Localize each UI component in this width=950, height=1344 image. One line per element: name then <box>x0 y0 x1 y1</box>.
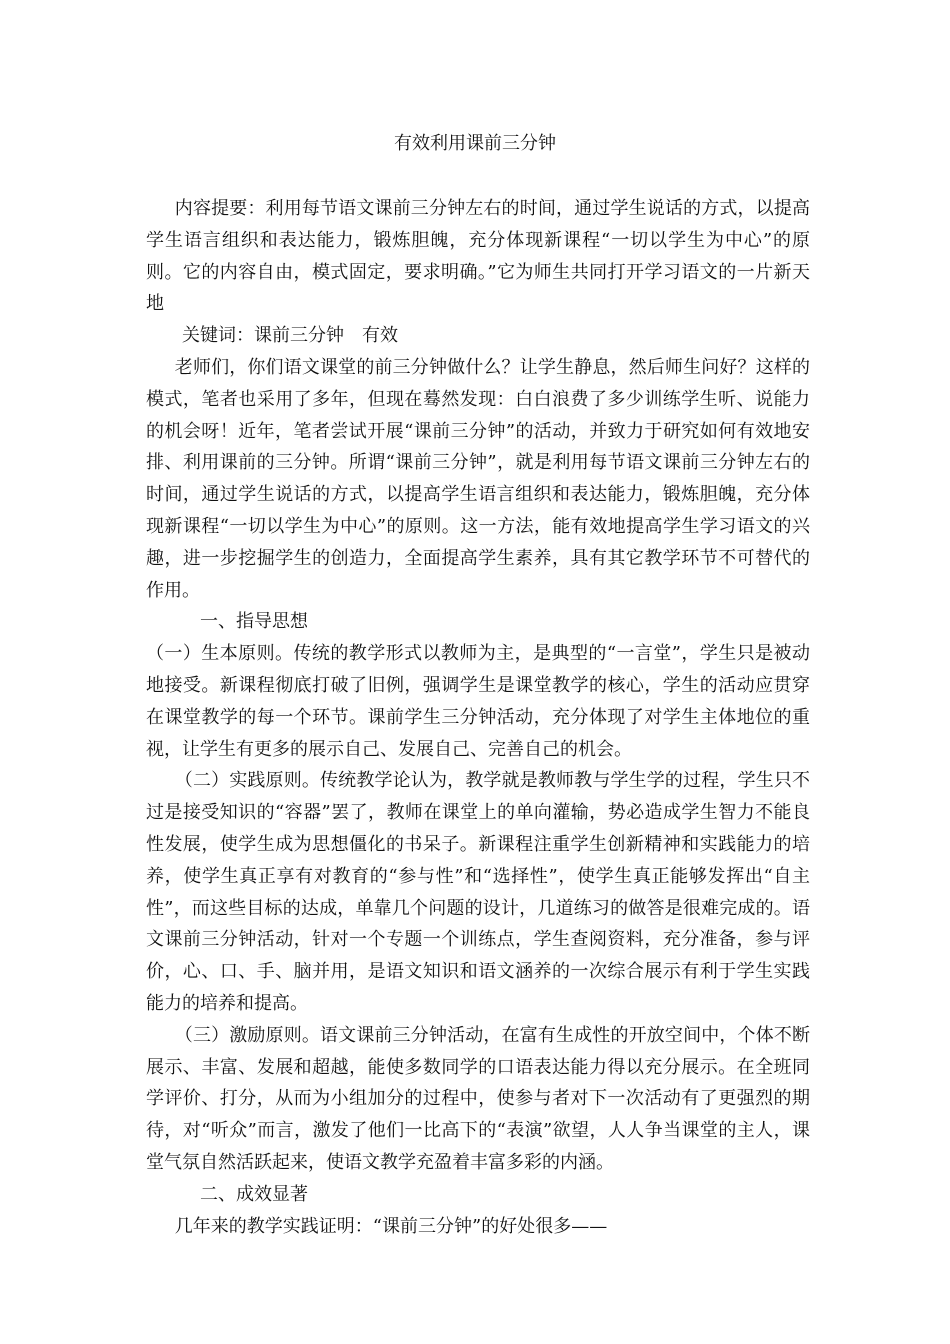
keywords-line: 关键词：课前三分钟 有效 <box>182 325 398 347</box>
document-title: 有效利用课前三分钟 <box>394 133 556 154</box>
abstract-paragraph: 内容提要：利用每节语文课前三分钟左右的时间，通过学生说话的方式，以提高学生语言组织和表达能力，锻炼胆魄，充分体现新课程“一切以学生为中心”的原则。它的内容自由，模式固定，要求明确。”它为师生共同打开学习语文的一片新天地 <box>146 198 810 315</box>
results-intro-paragraph: 几年来的教学实践证明：“课前三分钟”的好处很多—— <box>174 1215 608 1237</box>
section-heading-results: 二、成效显著 <box>200 1183 308 1205</box>
document-body <box>146 193 810 1242</box>
principle-student-centered: （一）生本原则。传统的教学形式以教师为主，是典型的“一言堂”，学生只是被动地接受。新课程彻底打破了旧例，强调学生是课堂教学的核心，学生的活动应贯穿在课堂教学的每一个环节。课前学生三分钟活动，充分体现了对学生主体地位的重视，让学生有更多的展示自己、发展自己、完善自己的机会。 <box>146 643 810 760</box>
intro-paragraph: 老师们，你们语文课堂的前三分钟做什么？让学生静息，然后师生问好？这样的模式，笔者也采用了多年，但现在蓦然发现：白白浪费了多少训练学生听、说能力的机会呀！近年，笔者尝试开展“课前三分钟”的活动，并致力于研究如何有效地安排、利用课前的三分钟。所谓“课前三分钟”，就是利用每节语文课前三分钟左右的时间，通过学生说话的方式，以提高学生语言组织和表达能力，锻炼胆魄，充分体现新课程“一切以学生为中心”的原则。这一方法，能有效地提高学生学习语文的兴趣，进一步挖掘学生的创造力，全面提高学生素养，具有其它教学环节不可替代的作用。 <box>146 356 810 601</box>
principle-motivation: （三）激励原则。语文课前三分钟活动，在富有生成性的开放空间中，个体不断展示、丰富、发展和超越，能使多数同学的口语表达能力得以充分展示。在全班同学评价、打分，从而为小组加分的过程中，使参与者对下一次活动有了更强烈的期待，对“听众”而言，激发了他们一比高下的“表演”欲望，人人争当课堂的主人，课堂气氛自然活跃起来，使语文教学充盈着丰富多彩的内涵。 <box>146 1024 810 1173</box>
section-heading-guiding-ideas: 一、指导思想 <box>200 611 308 633</box>
principle-practice: （二）实践原则。传统教学论认为，教学就是教师教与学生学的过程，学生只不过是接受知识的“容器”罢了，教师在课堂上的单向灌输，势必造成学生智力不能良性发展，使学生成为思想僵化的书呆子。新课程注重学生创新精神和实践能力的培养，使学生真正享有对教育的“参与性”和“选择性”，使学生真正能够发挥出“自主性”，而这些目标的达成，单靠几个问题的设计，几道练习的做答是很难完成的。语文课前三分钟活动，针对一个专题一个训练点，学生查阅资料，充分准备，参与评价，心、口、手、脑并用，是语文知识和语文涵养的一次综合展示有利于学生实践能力的培养和提高。 <box>146 770 810 1014</box>
